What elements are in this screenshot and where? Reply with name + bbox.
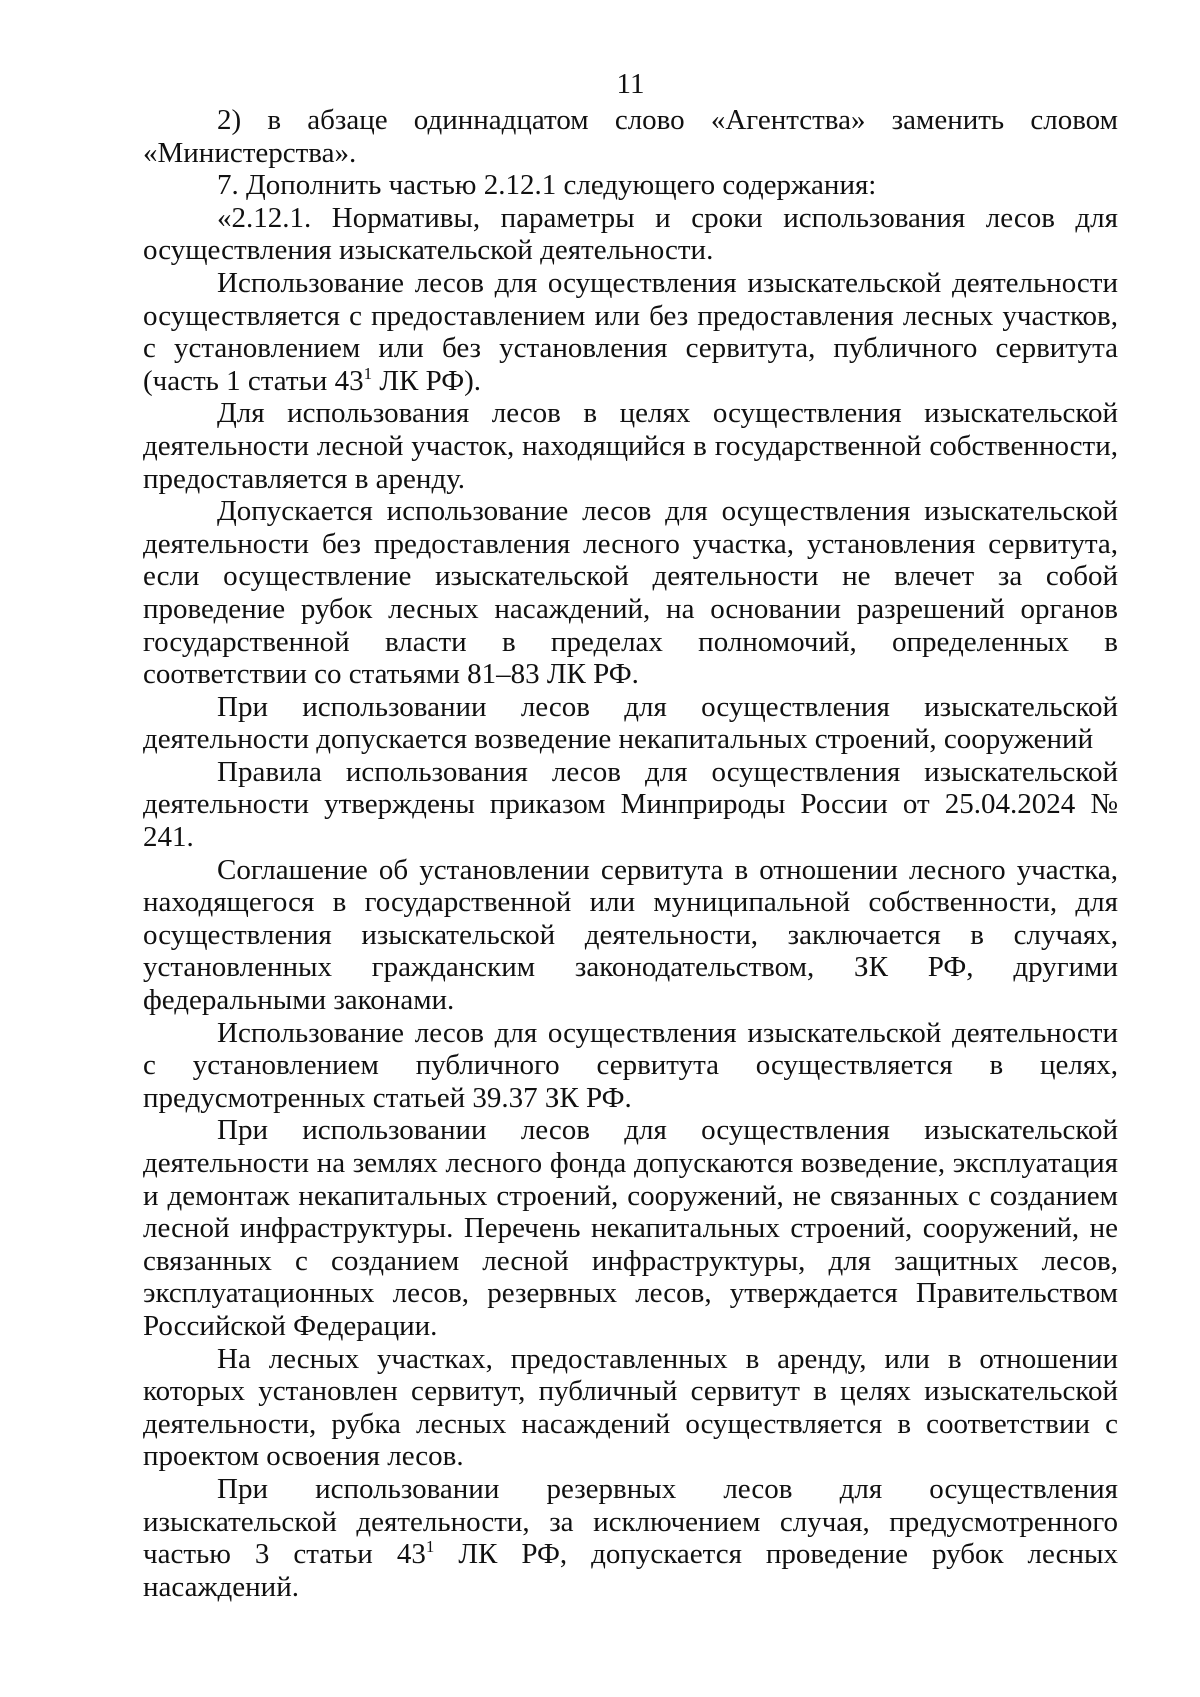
paragraph-12: На лесных участках, предоставленных в аренду, или в отношении которых установлен сервитут, публичный сервитут в целях изыскательской деятельности, рубка лесных насаждений осуществляется в соответствии с проектом освоения лесов. [143,1342,1118,1473]
paragraph-4: Использование лесов для осуществления изыскательской деятельности осуществляется с предоставлением или без предоставления лесных участков, с установлением или без установления сервитута, публичного сервитута (часть 1 статьи $43^1$ ЛК РФ). [143,266,1118,397]
paragraph-8: Правила использования лесов для осуществления изыскательской деятельности утверждены приказом Минприроды России от 25.04.2024 № 241. [143,755,1118,854]
paragraph-11: При использовании лесов для осуществления изыскательской деятельности на землях лесного фонда допускаются возведение, эксплуатация и демонтаж некапитальных строений, сооружений, не связанных с созданием лесной инфраструктуры. Перечень некапитальных строений, сооружений, не связанных с созданием лесной инфраструктуры, для защитных лесов, эксплуатационных лесов, резервных лесов, утверждается Правительством Российской Федерации. [143,1114,1118,1342]
paragraph-9: Соглашение об установлении сервитута в отношении лесного участка, находящегося в государственной или муниципальной собственности, для осуществления изыскательской деятельности, заключается в случаях, установленных гражданским законодательством, ЗК РФ, другими федеральными законами. [143,853,1118,1017]
paragraph-13: При использовании резервных лесов для осуществления изыскательской деятельности, за исключением случая, предусмотренного частью 3 статьи $43^1$ ЛК РФ, допускается проведение рубок лесных насаждений. [143,1472,1118,1603]
page-number: 11 [616,68,645,100]
paragraph-6: Допускается использование лесов для осуществления изыскательской деятельности без предоставления лесного участка, установления сервитута, если осуществление изыскательской деятельности не влечет за собой проведение рубок лесных насаждений, на основании разрешений органов государственной власти в пределах полномочий, определенных в соответствии со статьями 81–83 ЛК РФ. [143,495,1118,691]
paragraph-1: 2) в абзаце одиннадцатом слово «Агентства» заменить словом «Министерства». [143,104,1118,169]
paragraph-7: При использовании лесов для осуществления изыскательской деятельности допускается возведение некапитальных строений, сооружений [143,690,1118,756]
document-page [143,64,1118,1603]
paragraph-5: Для использования лесов в целях осуществления изыскательской деятельности лесной участок, находящийся в государственной собственности, предоставляется в аренду. [143,397,1118,495]
superscript: 1 [363,363,373,383]
paragraph-3: «2.12.1. Нормативы, параметры и сроки использования лесов для осуществления изыскательской деятельности. [143,201,1118,267]
paragraph-2: 7. Дополнить частью 2.12.1 следующего содержания: [217,169,877,202]
superscript: 1 [425,1537,435,1557]
paragraph-10: Использование лесов для осуществления изыскательской деятельности с установлением публичного сервитута осуществляется в целях, предусмотренных статьей 39.37 ЗК РФ. [143,1016,1118,1114]
